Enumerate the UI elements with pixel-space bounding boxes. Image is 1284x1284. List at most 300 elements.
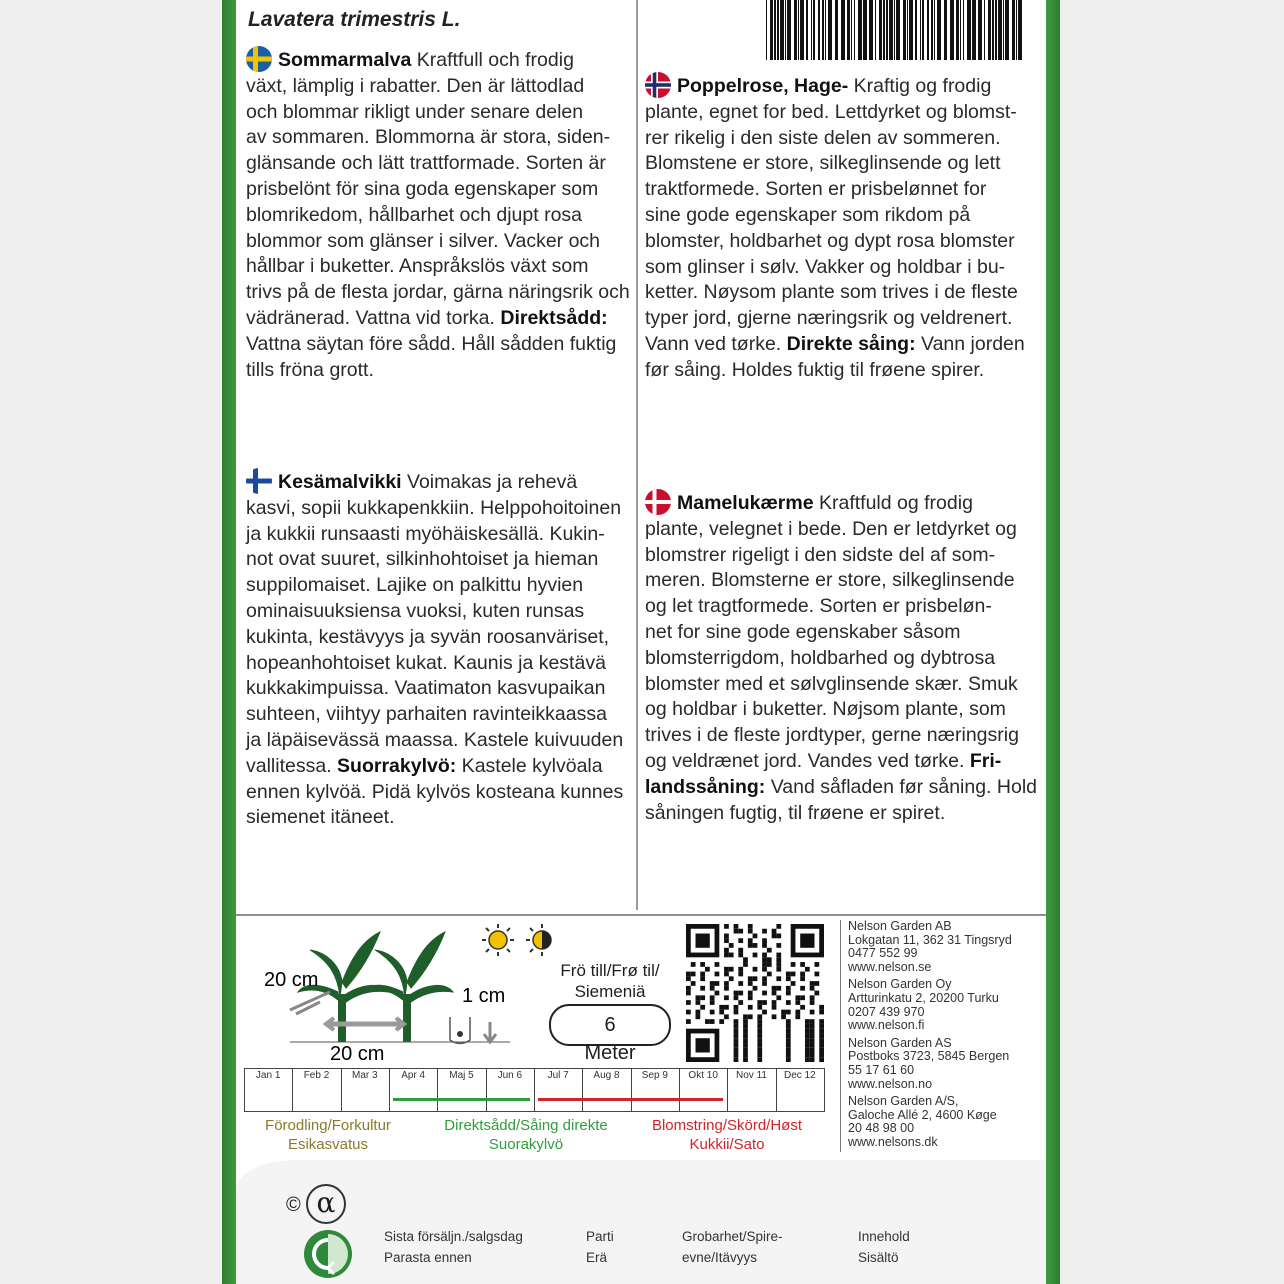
qr-module bbox=[800, 1005, 805, 1010]
qr-module bbox=[743, 1019, 748, 1024]
qr-module bbox=[810, 1043, 815, 1048]
qr-module bbox=[710, 1010, 715, 1015]
website-link[interactable]: www.nelson.se bbox=[848, 959, 932, 974]
website-link[interactable]: www.nelsons.dk bbox=[848, 1134, 938, 1149]
month-label: Mar 3 bbox=[352, 1070, 378, 1081]
text-segment: plante, velegnet i bede. Den er letdyrket og bbox=[645, 517, 1017, 540]
qr-module bbox=[734, 929, 739, 934]
qr-module bbox=[810, 1033, 815, 1038]
text-line bbox=[246, 125, 638, 151]
section-norwegian bbox=[645, 72, 1045, 384]
month-label: Dec 12 bbox=[783, 1070, 816, 1081]
text-segment: kukinta, kestävyys ja syvän roosanväriset, bbox=[246, 625, 610, 648]
qr-module bbox=[700, 972, 705, 977]
barcode-bar bbox=[806, 0, 808, 60]
qr-module bbox=[738, 948, 743, 953]
qr-module bbox=[729, 967, 734, 972]
text-segment: glänsande och lätt trattformade. Sorten är bbox=[246, 152, 606, 175]
address-line: Postboks 3723, 5845 Bergen bbox=[848, 1049, 1010, 1064]
text-segment: ennen kylvöä. Pidä kylvös kosteana kunnes bbox=[246, 780, 624, 803]
qr-module bbox=[762, 967, 767, 972]
text-line bbox=[645, 255, 1045, 281]
qr-module bbox=[819, 1010, 824, 1015]
qr-module bbox=[748, 981, 753, 986]
text-segment: Kraftfull och frodig bbox=[416, 49, 574, 71]
qr-module bbox=[762, 943, 767, 948]
qr-module bbox=[748, 991, 753, 996]
qr-module bbox=[724, 934, 729, 939]
text-segment: blommor som glänser i silver. Vacker och bbox=[246, 229, 601, 252]
barcode-bar bbox=[931, 0, 933, 60]
barcode-bar bbox=[794, 0, 797, 60]
qr-module bbox=[805, 1029, 810, 1034]
barcode-bar bbox=[818, 0, 820, 60]
text-segment: kasvi, sopii kukkapenkkiin. Helppohoitoinen bbox=[246, 496, 622, 519]
text-line bbox=[246, 805, 638, 831]
qr-module bbox=[700, 976, 705, 981]
qr-module bbox=[786, 1052, 791, 1057]
depth-indicator bbox=[450, 1017, 470, 1044]
instruction-heading: Direkte såing: bbox=[786, 332, 916, 355]
text-segment: trivs på de flesta jordar, gärna näringsrik och bbox=[246, 281, 630, 304]
qr-module bbox=[776, 976, 781, 981]
qr-module bbox=[786, 1000, 791, 1005]
qr-module bbox=[738, 981, 743, 986]
qr-module bbox=[734, 991, 739, 996]
qr-module bbox=[805, 1043, 810, 1048]
qr-module bbox=[819, 1043, 824, 1048]
qr-module bbox=[767, 948, 772, 953]
qr-module bbox=[757, 1019, 762, 1024]
text-segment: blomsterrigdom, holdbarhed og dybtrosa bbox=[645, 646, 996, 669]
barcode-bar bbox=[883, 0, 885, 60]
qr-module bbox=[691, 981, 696, 986]
packet-left-edge bbox=[222, 0, 236, 1284]
danish-flag-icon bbox=[645, 489, 671, 515]
qr-module bbox=[800, 962, 805, 967]
contents-line2: Sisältö bbox=[858, 1250, 899, 1265]
qr-module bbox=[753, 976, 758, 981]
barcode-bar bbox=[811, 0, 812, 60]
section-danish bbox=[645, 489, 1045, 826]
month-label: Okt 10 bbox=[688, 1070, 718, 1081]
text-line bbox=[246, 599, 638, 625]
copyright-symbol: © bbox=[286, 1194, 301, 1216]
qr-module bbox=[776, 924, 781, 929]
qr-module bbox=[772, 934, 777, 939]
qr-module bbox=[757, 1048, 762, 1053]
qr-module bbox=[743, 1024, 748, 1029]
barcode-bar bbox=[822, 0, 824, 60]
text-line bbox=[246, 203, 638, 229]
barcode-bar bbox=[998, 0, 1002, 60]
sun-icon bbox=[482, 924, 514, 956]
month-label: Nov 11 bbox=[736, 1070, 767, 1081]
qr-module bbox=[767, 962, 772, 967]
legend-flowering bbox=[634, 1116, 820, 1154]
website-link[interactable]: www.nelson.no bbox=[848, 1076, 933, 1091]
text-segment: Vann jorden bbox=[915, 332, 1025, 355]
germination-label bbox=[682, 1226, 783, 1268]
qr-module bbox=[700, 986, 705, 991]
text-line bbox=[246, 332, 638, 358]
qr-module bbox=[734, 1010, 739, 1015]
lot-label bbox=[586, 1226, 614, 1268]
text-segment: plante, egnet for bed. Lettdyrket og blomst- bbox=[645, 100, 1017, 123]
barcode-bar bbox=[944, 0, 947, 60]
barcode-bar bbox=[950, 0, 954, 60]
address-divider bbox=[840, 920, 841, 1152]
qr-module bbox=[743, 962, 748, 967]
text-line bbox=[645, 568, 1045, 594]
barcode-bar bbox=[847, 0, 850, 60]
qr-module bbox=[800, 986, 805, 991]
qr-module bbox=[691, 972, 696, 977]
qr-module bbox=[757, 1043, 762, 1048]
qr-module bbox=[729, 976, 734, 981]
qr-module bbox=[724, 1005, 729, 1010]
qr-module bbox=[696, 995, 701, 1000]
qr-module bbox=[724, 986, 729, 991]
qr-module bbox=[700, 995, 705, 1000]
qr-module bbox=[700, 1005, 705, 1010]
instruction-heading: Direktsådd: bbox=[500, 306, 608, 329]
qr-module bbox=[819, 1048, 824, 1053]
qr-module bbox=[786, 1019, 791, 1024]
contents-label bbox=[858, 1226, 910, 1268]
text-segment: av sommaren. Blommorna är stora, siden- bbox=[246, 126, 611, 149]
qr-module bbox=[786, 991, 791, 996]
qr-module bbox=[800, 972, 805, 977]
qr-module bbox=[686, 1010, 691, 1015]
address-line: Nelson Garden AS bbox=[848, 1035, 952, 1050]
qr-module bbox=[691, 962, 696, 967]
text-segment: Vand såfladen før såning. Hold bbox=[765, 775, 1037, 798]
qr-module bbox=[819, 1052, 824, 1057]
text-segment: typer jord, gjerne næringsrik og veldrenert. bbox=[645, 307, 1013, 330]
seeds-label-line2: Siemeniä bbox=[574, 982, 646, 1001]
qr-module bbox=[686, 1019, 691, 1024]
qr-module bbox=[748, 1005, 753, 1010]
legend-preculture-line1: Förodling/Forkultur bbox=[265, 1117, 391, 1134]
qr-module bbox=[719, 1010, 724, 1015]
qr-module bbox=[738, 972, 743, 977]
qr-module bbox=[729, 943, 734, 948]
qr-module bbox=[814, 972, 819, 977]
qr-module bbox=[743, 1057, 748, 1062]
barcode-bar bbox=[798, 0, 799, 60]
qr-module bbox=[743, 957, 748, 962]
text-line bbox=[246, 358, 638, 384]
barcode-bar bbox=[766, 0, 767, 60]
qr-module bbox=[748, 929, 753, 934]
address-line: Nelson Garden Oy bbox=[848, 977, 952, 992]
qr-module bbox=[814, 962, 819, 967]
qr-module bbox=[715, 972, 720, 977]
text-line bbox=[246, 229, 638, 255]
text-line bbox=[645, 620, 1045, 646]
instruction-heading: Fri- bbox=[969, 749, 1002, 772]
address-line: Lokgatan 11, 362 31 Tingsryd bbox=[848, 932, 1012, 947]
qr-module bbox=[767, 972, 772, 977]
text-line bbox=[246, 702, 638, 728]
address-line: Nelson Garden A/S, bbox=[848, 1094, 959, 1109]
qr-module bbox=[738, 953, 743, 958]
qr-module bbox=[819, 1029, 824, 1034]
text-segment: suhteen, viihtyy parhaiten ravinteikkaassa bbox=[246, 703, 607, 726]
qr-module bbox=[734, 1038, 739, 1043]
finnish-flag-icon bbox=[246, 468, 272, 494]
text-line bbox=[645, 151, 1045, 177]
qr-module bbox=[729, 953, 734, 958]
plant-spacing-label: 20 cm bbox=[330, 1043, 385, 1065]
qr-module bbox=[757, 1052, 762, 1057]
qr-module bbox=[776, 986, 781, 991]
qr-module bbox=[786, 1033, 791, 1038]
qr-module bbox=[710, 1000, 715, 1005]
text-segment: og veldrænet jord. Vandes ved tørke. bbox=[645, 749, 970, 772]
qr-module bbox=[734, 995, 739, 1000]
sell-by-line2: Parasta ennen bbox=[384, 1250, 472, 1265]
qr-module bbox=[800, 976, 805, 981]
company-addresses bbox=[848, 920, 1012, 1150]
qr-module bbox=[805, 1052, 810, 1057]
text-segment: vallitessa. bbox=[246, 754, 338, 777]
qr-module bbox=[734, 924, 739, 929]
qr-module bbox=[738, 1000, 743, 1005]
text-segment: prisbelönt för sina goda egenskaper som bbox=[246, 177, 599, 200]
section-title: Poppelrose, Hage- bbox=[677, 75, 849, 97]
text-segment: kukkakimpuissa. Vaatimaton kasvupaikan bbox=[246, 677, 606, 700]
qr-module bbox=[748, 1014, 753, 1019]
address-line: 0207 439 970 bbox=[848, 1004, 925, 1019]
qr-module bbox=[757, 1005, 762, 1010]
qr-module bbox=[762, 938, 767, 943]
barcode-bar bbox=[851, 0, 852, 60]
month-label: Jan 1 bbox=[255, 1070, 281, 1081]
text-segment: og let tragtformede. Sorten er prisbeløn- bbox=[645, 595, 992, 618]
qr-module bbox=[743, 1029, 748, 1034]
qr-code[interactable] bbox=[686, 924, 824, 1062]
barcode-bar bbox=[960, 0, 961, 60]
text-line bbox=[645, 517, 1045, 543]
text-line bbox=[645, 646, 1045, 672]
qr-module bbox=[724, 948, 729, 953]
text-segment: och blommar rikligt under senare delen bbox=[246, 100, 584, 123]
text-segment: Kraftig og frodig bbox=[853, 75, 992, 97]
qr-module bbox=[786, 1024, 791, 1029]
qr-module bbox=[705, 1019, 710, 1024]
address-line: 20 48 98 00 bbox=[848, 1121, 915, 1136]
legend-bloom-line1: Blomstring/Skörd/Høst bbox=[651, 1117, 803, 1134]
qr-module bbox=[696, 934, 710, 948]
barcode-bar bbox=[770, 0, 773, 60]
text-line bbox=[246, 46, 638, 74]
qr-module bbox=[705, 967, 710, 972]
packet-footer bbox=[236, 1160, 1046, 1284]
barcode-bar bbox=[774, 0, 776, 60]
barcode-bar bbox=[863, 0, 867, 60]
qr-module bbox=[810, 1057, 815, 1062]
seeds-label-line1: Frö till/Frø til/ bbox=[560, 961, 660, 980]
barcode-bar bbox=[1018, 0, 1022, 60]
qr-module bbox=[772, 1000, 777, 1005]
text-line bbox=[645, 749, 1045, 775]
qr-module bbox=[772, 1005, 777, 1010]
qr-module bbox=[762, 962, 767, 967]
barcode-bar bbox=[800, 0, 804, 60]
address-block bbox=[848, 978, 1012, 1032]
green-dot-recycling-icon bbox=[302, 1228, 354, 1280]
qr-module bbox=[724, 967, 729, 972]
qr-module bbox=[786, 1029, 791, 1034]
qr-module bbox=[795, 995, 800, 1000]
barcode-bar bbox=[937, 0, 941, 60]
text-segment: tills fröna grott. bbox=[246, 358, 374, 381]
qr-module bbox=[734, 1052, 739, 1057]
qr-module bbox=[781, 1014, 786, 1019]
qr-module bbox=[795, 1014, 800, 1019]
qr-module bbox=[772, 991, 777, 996]
swedish-flag-icon bbox=[246, 46, 272, 72]
qr-module bbox=[757, 1014, 762, 1019]
text-line bbox=[645, 72, 1045, 100]
qr-module bbox=[786, 976, 791, 981]
barcode-bar bbox=[869, 0, 873, 60]
seeds-per-meter-label bbox=[540, 960, 680, 1002]
barcode-bar bbox=[825, 0, 826, 60]
qr-module bbox=[762, 991, 767, 996]
text-segment: blomstrer rigeligt i den sidste del af som- bbox=[645, 543, 996, 566]
address-block bbox=[848, 920, 1012, 974]
qr-module bbox=[810, 1019, 815, 1024]
text-segment: meren. Blomsterne er store, silkeglinsende bbox=[645, 569, 1015, 592]
seeds-count-badge: 6 bbox=[549, 1004, 671, 1046]
text-line bbox=[246, 496, 638, 522]
text-line bbox=[645, 280, 1045, 306]
address-block bbox=[848, 1095, 1012, 1149]
qr-module bbox=[772, 929, 777, 934]
qr-module bbox=[753, 934, 758, 939]
address-line: 0477 552 99 bbox=[848, 946, 918, 961]
qr-module bbox=[748, 938, 753, 943]
barcode-bar bbox=[995, 0, 997, 60]
legend-direct-sowing bbox=[420, 1116, 632, 1154]
section-title: Kesämalvikki bbox=[278, 471, 402, 493]
text-segment: hållbar i buketter. Anspråkslös växt som bbox=[246, 255, 589, 278]
qr-module bbox=[734, 1005, 739, 1010]
qr-module bbox=[724, 924, 729, 929]
barcode-bar bbox=[835, 0, 838, 60]
qr-module bbox=[776, 953, 781, 958]
qr-module bbox=[743, 1038, 748, 1043]
qr-module bbox=[757, 1024, 762, 1029]
address-line: Galoche Allé 2, 4600 Køge bbox=[848, 1107, 997, 1122]
qr-module bbox=[724, 995, 729, 1000]
legend-bloom-line2: Kukkii/Sato bbox=[689, 1136, 765, 1153]
text-segment: Vann ved tørke. bbox=[645, 332, 787, 355]
qr-module bbox=[686, 972, 691, 977]
text-line bbox=[645, 358, 1045, 384]
text-segment: såningen fugtig, til frøene er spiret. bbox=[645, 801, 946, 824]
qr-module bbox=[786, 972, 791, 977]
text-line bbox=[246, 280, 638, 306]
text-segment: suppilomaiset. Lajike on palkittu hyvien bbox=[246, 574, 584, 597]
qr-module bbox=[805, 1048, 810, 1053]
barcode-bar bbox=[927, 0, 929, 60]
qr-module bbox=[753, 967, 758, 972]
barcode-bar bbox=[896, 0, 900, 60]
qr-module bbox=[710, 981, 715, 986]
text-segment: hopeanhohtoiset kukat. Kaunis ja kestävä bbox=[246, 651, 606, 674]
barcode-bar bbox=[984, 0, 985, 60]
section-swedish bbox=[246, 46, 638, 383]
qr-module bbox=[814, 981, 819, 986]
qr-module bbox=[762, 953, 767, 958]
qr-module bbox=[710, 995, 715, 1000]
qr-module bbox=[715, 962, 720, 967]
text-line bbox=[645, 723, 1045, 749]
brand-logo: α bbox=[306, 1184, 346, 1224]
barcode-bar bbox=[889, 0, 893, 60]
month-label: Jul 7 bbox=[547, 1070, 569, 1081]
qr-module bbox=[786, 1010, 791, 1015]
qr-module bbox=[753, 953, 758, 958]
qr-module bbox=[781, 1010, 786, 1015]
barcode-bar bbox=[894, 0, 895, 60]
norwegian-flag-icon bbox=[645, 72, 671, 98]
qr-module bbox=[805, 967, 810, 972]
qr-module bbox=[724, 953, 729, 958]
qr-module bbox=[805, 1038, 810, 1043]
qr-module bbox=[738, 991, 743, 996]
sell-by-label bbox=[384, 1226, 523, 1268]
qr-module bbox=[762, 976, 767, 981]
qr-module bbox=[786, 1038, 791, 1043]
text-segment: blomster med et sølvglinsende skær. Smuk bbox=[645, 672, 1018, 695]
barcode bbox=[766, 0, 1022, 60]
qr-module bbox=[791, 972, 796, 977]
text-line bbox=[246, 151, 638, 177]
qr-module bbox=[696, 1000, 701, 1005]
qr-module bbox=[800, 995, 805, 1000]
barcode-bar bbox=[967, 0, 971, 60]
qr-module bbox=[719, 1005, 724, 1010]
text-line bbox=[246, 754, 638, 780]
qr-module bbox=[696, 1010, 701, 1015]
month-label: Apr 4 bbox=[401, 1070, 426, 1081]
qr-module bbox=[734, 1033, 739, 1038]
text-segment: Kraftfuld og frodig bbox=[818, 492, 973, 514]
qr-module bbox=[743, 1043, 748, 1048]
qr-module bbox=[805, 1019, 810, 1024]
barcode-bar bbox=[777, 0, 779, 60]
text-line bbox=[246, 676, 638, 702]
contents-line1: Innehold bbox=[858, 1229, 910, 1244]
qr-module bbox=[743, 1033, 748, 1038]
qr-module bbox=[805, 1024, 810, 1029]
qr-module bbox=[686, 976, 691, 981]
germination-line2: evne/Itävyys bbox=[682, 1250, 758, 1265]
qr-module bbox=[753, 986, 758, 991]
website-link[interactable]: www.nelson.fi bbox=[848, 1018, 925, 1033]
text-line bbox=[645, 489, 1045, 517]
text-line bbox=[246, 651, 638, 677]
text-segment: ja kukkii runsaasti myöhäiskesällä. Kukin- bbox=[246, 522, 605, 545]
barcode-bar bbox=[963, 0, 964, 60]
text-line bbox=[645, 594, 1045, 620]
qr-module bbox=[810, 1024, 815, 1029]
